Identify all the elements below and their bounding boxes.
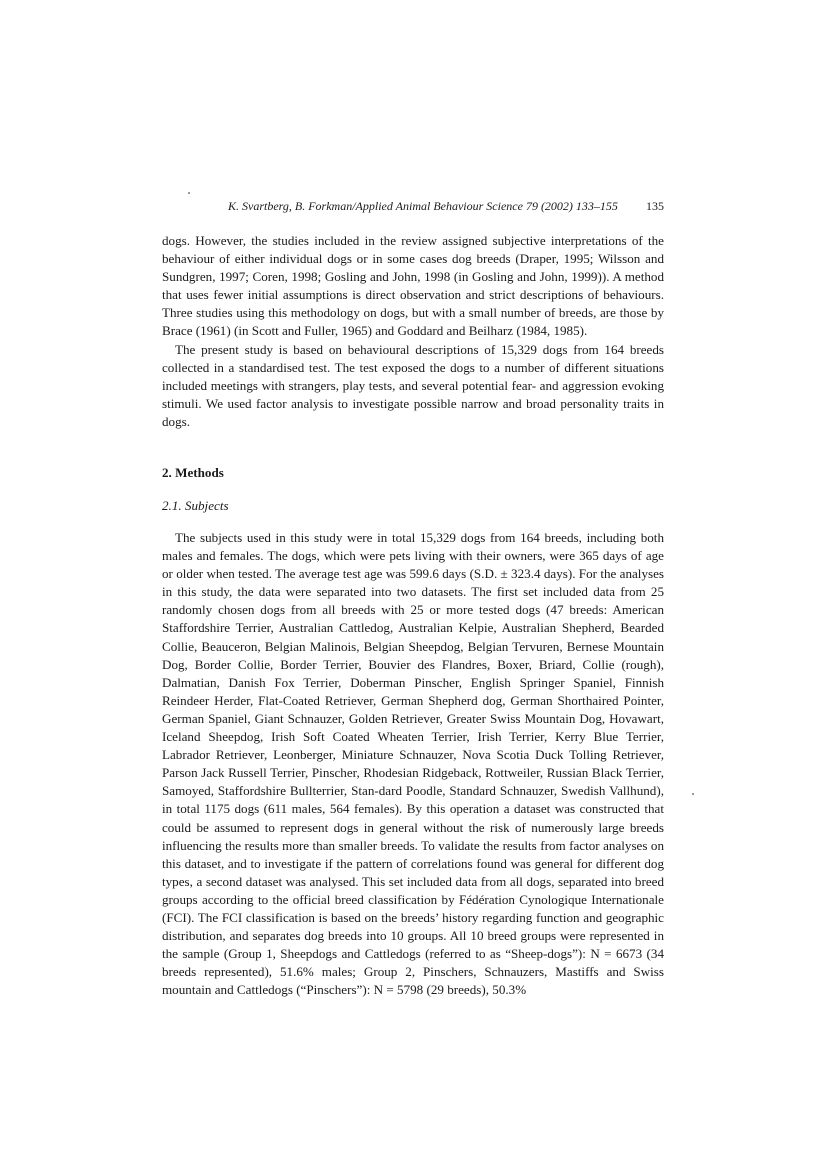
scan-speck	[692, 793, 694, 795]
subjects-paragraph: The subjects used in this study were in total 15,329 dogs from 164 breeds, including both males and females. The dogs, which were pets living with their owners, were 365 days of age or older when tested. The average test age was 599.6 days (S.D. ± 323.4 days). For the analyses in this study, the data were separated into two datasets. The first set included data from 25 randomly chosen dogs from all breeds with 25 or more tested dogs (47 breeds: American Staffordshire Terrier, Australian Cattledog, Australian Kelpie, Australian Shepherd, Bearded Collie, Beauceron, Belgian Malinois, Belgian Sheepdog, Belgian Tervuren, Bernese Mountain Dog, Border Collie, Border Terrier, Bouvier des Flandres, Boxer, Briard, Collie (rough), Dalmatian, Danish Fox Terrier, Doberman Pinscher, English Springer Spaniel, Finnish Reindeer Herder, Flat-Coated Retriever, German Shepherd dog, German Shorthaired Pointer, German Spaniel, Giant Schnauzer, Golden Retriever, Greater Swiss Mountain Dog, Hovawart, Iceland Sheepdog, Irish Soft Coated Wheaten Terrier, Irish Terrier, Kerry Blue Terrier, Labrador Retriever, Leonberger, Miniature Schnauzer, Nova Scotia Duck Tolling Retriever, Parson Jack Russell Terrier, Pinscher, Rhodesian Ridgeback, Rottweiler, Russian Black Terrier, Samoyed, Staffordshire Bullterrier, Stan-dard Poodle, Standard Schnauzer, Swedish Vallhund), in total 1175 dogs (611 males, 564 females). By this operation a dataset was constructed that could be assumed to represent dogs in general without the risk of numerously large breeds influencing the results more than smaller breeds. To validate the results from factor analyses on this dataset, and to investigate if the pattern of correlations found was general for different dog types, a second dataset was analysed. This set included data from all dogs, separated into breed groups according to the official breed classification by Fédération Cynologique Internationale (FCI). The FCI classification is based on the breeds’ history regarding function and geographic distribution, and separates dog breeds into 10 groups. All 10 breed groups were represented in the sample (Group 1, Sheepdogs and Cattledogs (referred to as “Sheep-dogs”): N = 6673 (34 breeds represented), 51.6% males; Group 2, Pinschers, Schnauzers, Mastiffs and Swiss mountain and Cattledogs (“Pinschers”): N = 5798 (29 breeds), 50.3%	[162, 530, 664, 998]
running-head-citation: K. Svartberg, B. Forkman/Applied Animal Behaviour Science 79 (2002) 133–155	[228, 199, 618, 213]
intro-text	[162, 232, 664, 431]
intro-paragraph-continued: dogs. However, the studies included in the review assigned subjective interpretations of the behaviour of either individual dogs or in some cases dog breeds (Draper, 1995; Wilsson and Sundgren, 1997; Coren, 1998; Gosling and John, 1998 (in Gosling and John, 1999)). A method that uses fewer initial assumptions is direct observation and strict descriptions of behaviours. Three studies using this methodology on dogs, but with a small number of breeds, are those by Brace (1961) (in Scott and Fuller, 1965) and Goddard and Beilharz (1984, 1985).	[162, 233, 664, 339]
subsection-heading-subjects: 2.1. Subjects	[162, 498, 229, 513]
scan-speck	[188, 192, 190, 194]
intro-paragraph-present-study: The present study is based on behavioural descriptions of 15,329 dogs from 164 breeds collected in a standardised test. The test exposed the dogs to a number of different situations included meetings with strangers, play tests, and several potential fear- and aggression evoking stimuli. We used factor analysis to investigate possible narrow and broad personality traits in dogs.	[162, 341, 664, 429]
page-number: 135	[646, 199, 664, 213]
subjects-text	[162, 529, 664, 999]
section-heading-methods: 2. Methods	[162, 465, 224, 480]
